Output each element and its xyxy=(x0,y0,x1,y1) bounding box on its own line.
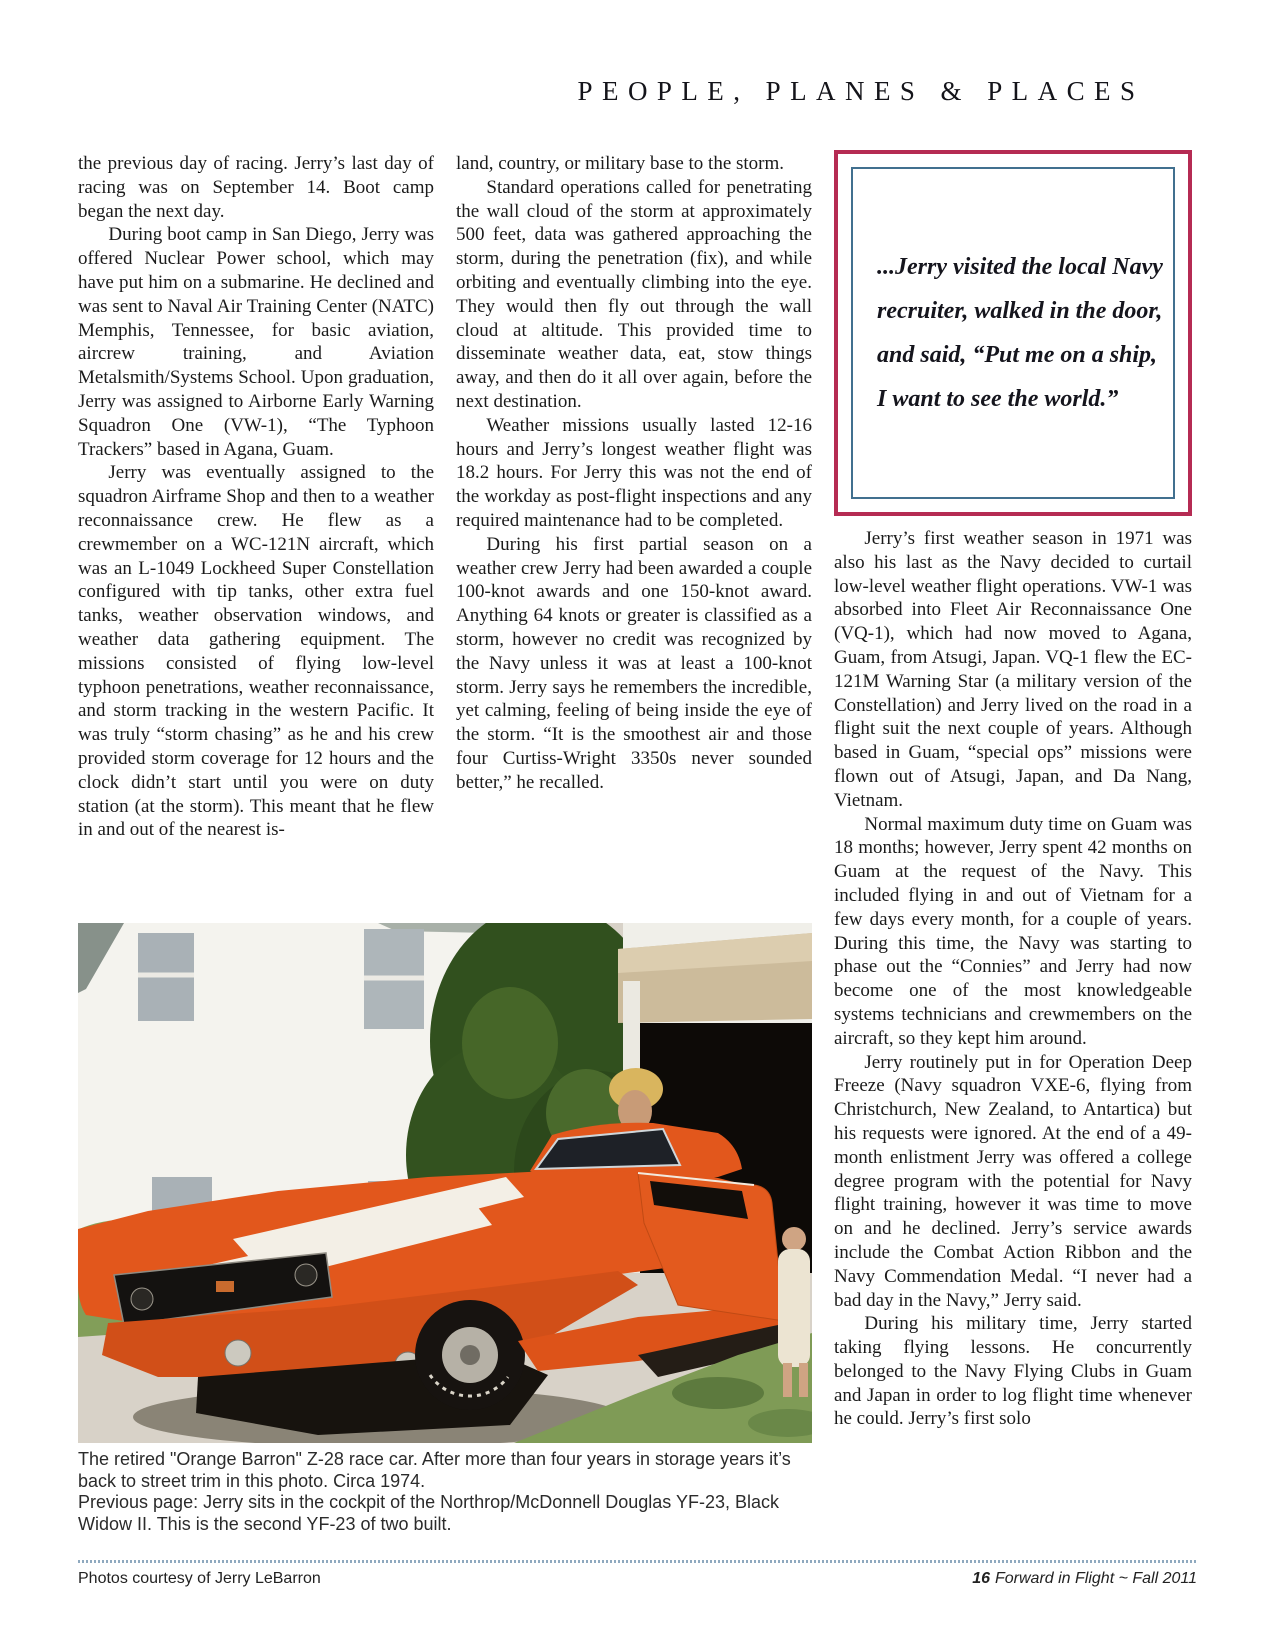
pull-quote-box xyxy=(834,150,1192,516)
pull-quote-line: and said, “Put me on a ship, xyxy=(877,342,1158,368)
article-column-1 xyxy=(78,152,434,842)
paragraph: During his military time, Jerry started taking flying lessons. He concurrently belonged to the Navy Flying Clubs in Guam and Japan in order to log flight time whenever he could. Jerry’s first solo xyxy=(834,1313,1192,1430)
article-column-3 xyxy=(834,150,1192,1431)
photo-caption xyxy=(78,1449,815,1535)
pull-quote-line: I want to see the world.” xyxy=(877,386,1119,412)
paragraph: Jerry’s first weather season in 1971 was also his last as the Navy decided to curtail low-level weather flight operations. VW-1 was absorbed into Fleet Air Reconnaissance One (VQ-1), which had now moved to Agana, Guam, from Atsugi, Japan. VQ-1 flew the EC-121M Warning Star (a military version of the Constellation) and Jerry lived on the road in a flight suit the next couple of years. Although based in Guam, “special ops” missions were flown out of Atsugi, Japan, and Da Nang, Vietnam. xyxy=(834,528,1192,811)
article-column-3-text xyxy=(834,527,1192,1431)
caption-previous-page: Previous page: Jerry sits in the cockpit of the Northrop/McDonnell Douglas YF-23, Black Widow II. This is the second YF-23 of two built. xyxy=(78,1492,779,1534)
car-grille-badge xyxy=(216,1281,234,1292)
paragraph: Normal maximum duty time on Guam was 18 months; however, Jerry spent 42 months on Guam at the request of the Navy. This included flying in and out of Vietnam for a few days every month, for a couple of years. During this time, the Navy was starting to phase out the “Connies” and Jerry had now become one of the most knowledgeable systems technicians and crewmembers on the aircraft, so they kept him around. xyxy=(834,813,1192,1049)
issue-label: Forward in Flight ~ Fall 2011 xyxy=(994,1570,1197,1587)
article-column-2 xyxy=(456,152,812,795)
caption-car: The retired "Orange Barron" Z-28 race car. After more than four years in storage years it’s back to street trim in this photo. Circa 1974. xyxy=(78,1449,791,1491)
paragraph: Jerry was eventually assigned to the squadron Airframe Shop and then to a weather reconnaissance crew. He flew as a crewmember on a WC-121N aircraft, which was an L-1049 Lockheed Super Constellation configured with tip tanks, other extra fuel tanks, weather observation windows, and weather data gathering equipment. The missions consisted of flying low-level typhoon penetrations, weather reconnaissance, and storm tracking in the western Pacific. It was truly “storm chasing” as he and his crew provided storm coverage for 12 hours and the clock didn’t start until you were on duty station (at the storm). This meant that he flew in and out of the nearest is- xyxy=(78,462,434,841)
pull-quote-line: ...Jerry visited the local Navy xyxy=(877,254,1163,280)
paragraph: Standard operations called for penetrating the wall cloud of the storm at approximately 500 feet, data was gathered approaching the storm, during the penetration (fix), and while orbiting and eventually climbing into the eye. They would then fly out through the wall cloud at altitude. This provided time to disseminate weather data, eat, stow things away, and then do it all over again, before the next destination. xyxy=(456,176,812,412)
paragraph: the previous day of racing. Jerry’s last day of racing was on September 14. Boot camp began the next day. xyxy=(78,153,434,222)
photo-credit: Photos courtesy of Jerry LeBarron xyxy=(78,1570,321,1587)
paragraph: land, country, or military base to the storm. xyxy=(456,153,785,174)
paragraph: Jerry routinely put in for Operation Deep Freeze (Navy squadron VXE-6, flying from Christchurch, New Zealand, to Antartica) but his requests were ignored. At the end of a 49-month enlistment Jerry was offered a college degree program with the potential for Navy flight training, however it was time to move on and he declined. Jerry’s service awards include the Combat Action Ribbon and the Navy Commendation Medal. “I never had a bad day in the Navy,” Jerry said. xyxy=(834,1051,1192,1311)
footer-dotted-rule xyxy=(78,1560,1197,1563)
pull-quote-inner-frame xyxy=(851,167,1175,499)
car-headlight xyxy=(131,1288,153,1310)
photo-orange-camaro xyxy=(78,923,812,1443)
pull-quote-line: recruiter, walked in the door, xyxy=(877,298,1163,324)
paragraph: During his first partial season on a weather crew Jerry had been awarded a couple 100-knot awards and one 150-knot award. Anything 64 knots or greater is classified as a storm, however no credit was recognized by the Navy unless it was at least a 100-knot storm. Jerry says he remembers the incredible, yet calming, feeling of being inside the eye of the storm. “It is the smoothest air and those four Curtiss-Wright 3350s never sounded better,” he recalled. xyxy=(456,533,812,793)
paragraph: Weather missions usually lasted 12-16 hours and Jerry’s longest weather flight was 18.2 hours. For Jerry this was not the end of the workday as post-flight inspections and any required maintenance had to be completed. xyxy=(456,414,812,531)
paragraph: During boot camp in San Diego, Jerry was offered Nuclear Power school, which may have put him on a submarine. He declined and was sent to Naval Air Training Center (NATC) Memphis, Tennessee, for basic aviation, aircrew training, and Aviation Metalsmith/Systems School. Upon graduation, Jerry was assigned to Airborne Early Warning Squadron One (VW-1), “The Typhoon Trackers” based in Agana, Guam. xyxy=(78,224,434,460)
car-foglight xyxy=(225,1340,251,1366)
footer-issue xyxy=(972,1569,1197,1589)
page-title: PEOPLE, PLANES & PLACES xyxy=(577,76,1145,106)
car-headlight xyxy=(295,1264,317,1286)
page-number: 16 xyxy=(972,1570,990,1587)
page-footer xyxy=(78,1560,1197,1589)
